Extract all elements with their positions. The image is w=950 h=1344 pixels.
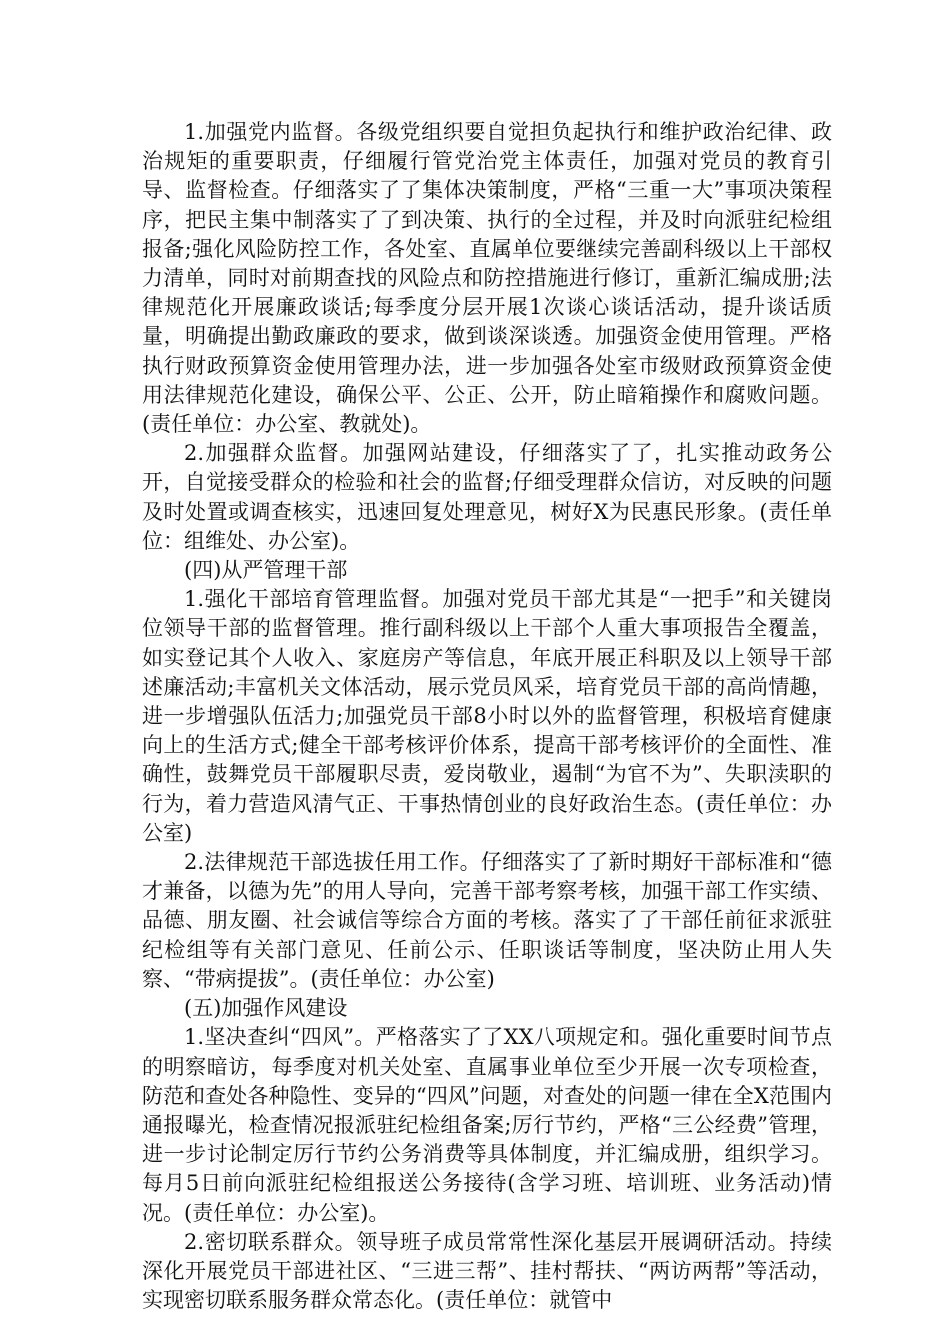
paragraph-mass-supervision: 2.加强群众监督。加强网站建设，仔细落实了了，扎实推动政务公开，自觉接受群众的检验和社会的监督;仔细受理群众信访，对反映的问题及时处置或调查核实，迅速回复处理意见，树好X为民惠民形象。(责任单位：组维处、办公室)。 [142, 441, 832, 553]
document-body [142, 118, 832, 1315]
paragraph-cadre-training: 1.强化干部培育管理监督。加强对党员干部尤其是“一把手”和关键岗位领导干部的监督管理。推行副科级以上干部个人重大事项报告全覆盖，如实登记其个人收入、家庭房产等信息，年底开展正科职及以上领导干部述廉活动;丰富机关文体活动，展示党员风采，培育党员干部的高尚情趣，进一步增强队伍活力;加强党员干部8小时以外的监督管理，积极培育健康向上的生活方式;健全干部考核评价体系，提高干部考核评价的全面性、准确性，鼓舞党员干部履职尽责，爱岗敬业，遏制“为官不为”、失职渎职的行为，着力营造风清气正、干事热情创业的良好政治生态。(责任单位：办公室) [142, 587, 832, 845]
paragraph-four-winds: 1.坚决查纠“四风”。严格落实了了XX八项规定和。强化重要时间节点的明察暗访，每季度对机关处室、直属事业单位至少开展一次专项检查，防范和查处各种隐性、变异的“四风”问题，对查处的问题一律在全X范围内通报曝光，检查情况报派驻纪检组备案;厉行节约，严格“三公经费”管理，进一步讨论制定厉行节约公务消费等具体制度，并汇编成册，组织学习。每月5日前向派驻纪检组报送公务接待(含学习班、培训班、业务活动)情况。(责任单位：办公室)。 [142, 1025, 832, 1225]
paragraph-contact-masses: 2.密切联系群众。领导班子成员常常性深化基层开展调研活动。持续深化开展党员干部进社区、“三进三帮”、挂村帮扶、“两访两帮”等活动，实现密切联系服务群众常态化。(责任单位：就管中 [142, 1229, 832, 1313]
paragraph-party-supervision: 1.加强党内监督。各级党组织要自觉担负起执行和维护政治纪律、政治规矩的重要职责，仔细履行管党治党主体责任，加强对党员的教育引导、监督检查。仔细落实了了集体决策制度，严格“三重一大”事项决策程序，把民主集中制落实了了到决策、执行的全过程，并及时向派驻纪检组报备;强化风险防控工作，各处室、直属单位要继续完善副科级以上干部权力清单，同时对前期查找的风险点和防控措施进行修订，重新汇编成册;法律规范化开展廉政谈话;每季度分层开展1次谈心谈话活动，提升谈话质量，明确提出勤政廉政的要求，做到谈深谈透。加强资金使用管理。严格执行财政预算资金使用管理办法，进一步加强各处室市级财政预算资金使用法律规范化建设，确保公平、公正、公开，防止暗箱操作和腐败问题。(责任单位：办公室、教就处)。 [142, 120, 832, 437]
section-heading-work-style: (五)加强作风建设 [184, 996, 348, 1021]
section-heading-cadre-management: (四)从严管理干部 [184, 558, 348, 583]
paragraph-cadre-selection: 2.法律规范干部选拔任用工作。仔细落实了了新时期好干部标准和“德才兼备，以德为先”的用人导向，完善干部考察考核，加强干部工作实绩、品德、朋友圈、社会诚信等综合方面的考核。落实了了干部任前征求派驻纪检组等有关部门意见、任前公示、任职谈话等制度，坚决防止用人失察、“带病提拔”。(责任单位：办公室) [142, 850, 832, 991]
